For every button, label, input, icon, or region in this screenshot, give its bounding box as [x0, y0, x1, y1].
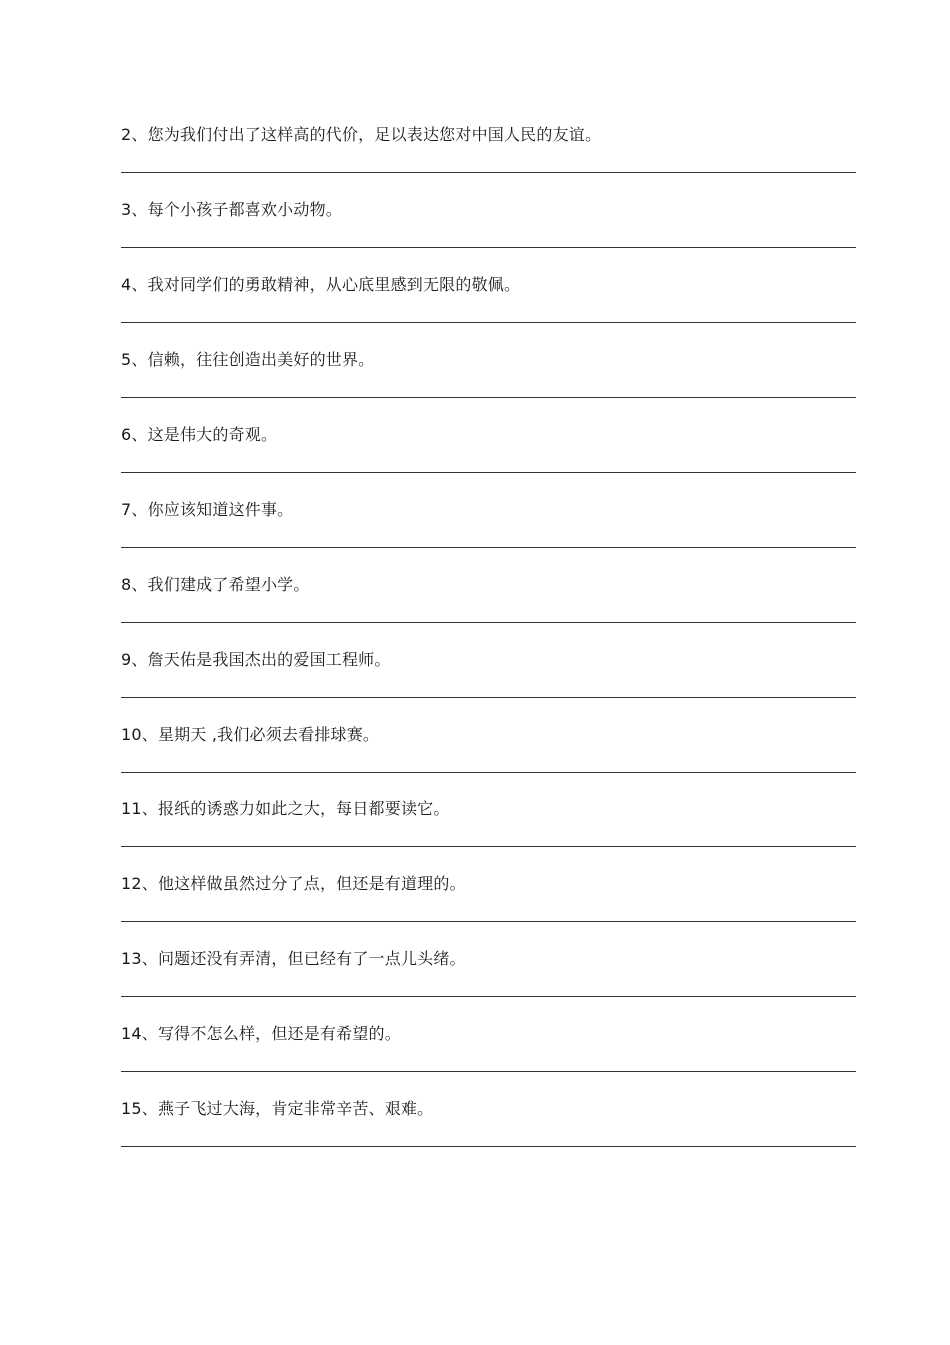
answer-line[interactable]	[121, 996, 856, 997]
exercise-item	[121, 349, 856, 424]
answer-line[interactable]	[121, 472, 856, 473]
exercise-sentence: 8、我们建成了希望小学。	[121, 575, 310, 594]
answer-line[interactable]	[121, 1071, 856, 1072]
exercise-item	[121, 1023, 856, 1098]
answer-line[interactable]	[121, 397, 856, 398]
exercise-item	[121, 649, 856, 724]
answer-line[interactable]	[121, 172, 856, 173]
exercise-item	[121, 948, 856, 1023]
answer-line[interactable]	[121, 772, 856, 773]
exercise-sentence: 3、每个小孩子都喜欢小动物。	[121, 200, 342, 219]
answer-line[interactable]	[121, 846, 856, 847]
exercise-item	[121, 798, 856, 873]
exercise-sentence: 7、你应该知道这件事。	[121, 500, 294, 519]
exercise-sentence: 11、报纸的诱惑力如此之大，每日都要读它。	[121, 799, 450, 818]
exercise-sentence: 2、您为我们付出了这样高的代价，足以表达您对中国人民的友谊。	[121, 125, 602, 144]
exercise-sentence: 9、詹天佑是我国杰出的爱国工程师。	[121, 650, 391, 669]
answer-line[interactable]	[121, 697, 856, 698]
exercise-item	[121, 873, 856, 948]
answer-line[interactable]	[121, 921, 856, 922]
answer-line[interactable]	[121, 622, 856, 623]
exercise-item	[121, 499, 856, 574]
exercise-sentence: 4、我对同学们的勇敢精神，从心底里感到无限的敬佩。	[121, 275, 521, 294]
exercise-item	[121, 424, 856, 499]
exercise-sentence: 6、这是伟大的奇观。	[121, 425, 278, 444]
exercise-sentence: 10、星期天 ,我们必须去看排球赛。	[121, 725, 380, 744]
exercise-sentence: 12、他这样做虽然过分了点，但还是有道理的。	[121, 874, 466, 893]
exercise-sentence: 13、问题还没有弄清，但已经有了一点儿头绪。	[121, 949, 466, 968]
exercise-item	[121, 274, 856, 349]
exercise-item	[121, 124, 856, 199]
exercise-item	[121, 199, 856, 274]
exercise-sentence: 14、写得不怎么样，但还是有希望的。	[121, 1024, 401, 1043]
answer-line[interactable]	[121, 322, 856, 323]
exercise-item	[121, 724, 856, 799]
exercise-item	[121, 574, 856, 649]
answer-line[interactable]	[121, 1146, 856, 1147]
exercise-sentence: 5、信赖，往往创造出美好的世界。	[121, 350, 375, 369]
exercise-sentence: 15、燕子飞过大海，肯定非常辛苦、艰难。	[121, 1099, 434, 1118]
exercise-item	[121, 1098, 856, 1173]
answer-line[interactable]	[121, 247, 856, 248]
answer-line[interactable]	[121, 547, 856, 548]
